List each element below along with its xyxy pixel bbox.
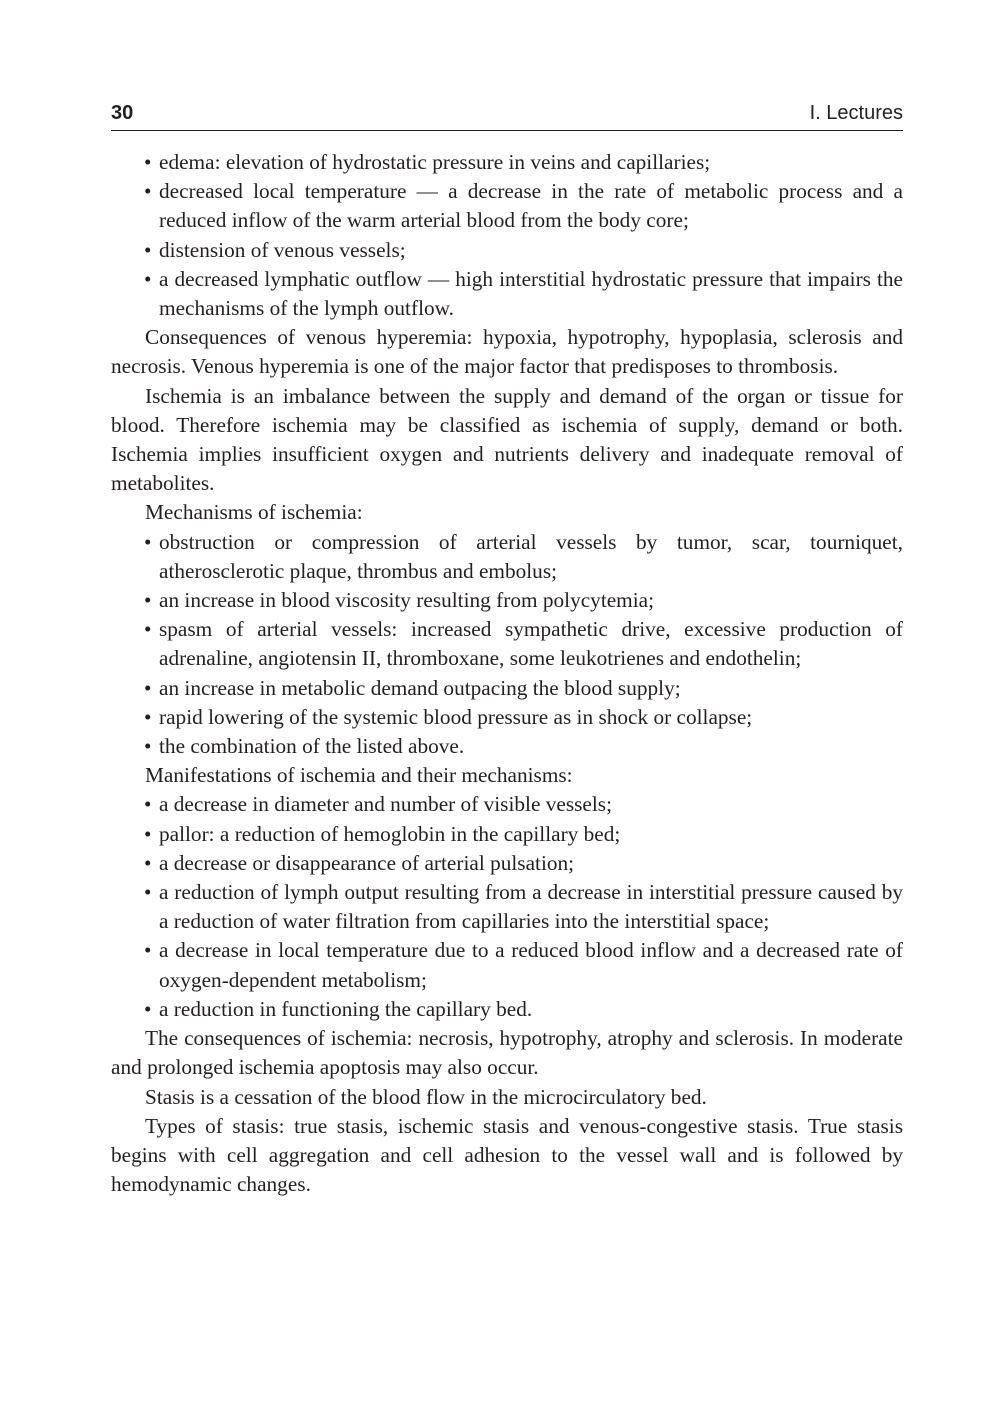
bullet-item: • a reduction of lymph output resulting from a decrease in interstitial pressure caused by a reduction of water filtration from capillaries into the interstitial space; [111, 878, 903, 936]
bullet-item: • obstruction or compression of arterial vessels by tumor, scar, tourniquet, atherosclerotic plaque, thrombus and embolus; [111, 528, 903, 586]
bullet-item: • an increase in metabolic demand outpacing the blood supply; [111, 674, 903, 703]
bullet-item: • a decrease or disappearance of arterial pulsation; [111, 849, 903, 878]
paragraph: Stasis is a cessation of the blood flow in the microcirculatory bed. [145, 1084, 707, 1109]
bullet-item: • pallor: a reduction of hemoglobin in the capillary bed; [111, 820, 903, 849]
bullet-item: • an increase in blood viscosity resulting from polycytemia; [111, 586, 903, 615]
bullet-item: • a reduction in functioning the capillary bed. [111, 995, 903, 1024]
page-body [111, 148, 903, 1199]
bullet-item: • a decrease in diameter and number of visible vessels; [111, 790, 903, 819]
running-title: I. Lectures [809, 102, 903, 124]
paragraph: Mechanisms of ischemia: [145, 500, 363, 525]
paragraph: The consequences of ischemia: necrosis, hypotrophy, atrophy and sclerosis. In moderate and prolonged ischemia apoptosis may also occur. [111, 1026, 903, 1080]
bullet-item: • the combination of the listed above. [111, 732, 903, 761]
bullet-item: • rapid lowering of the systemic blood pressure as in shock or collapse; [111, 703, 903, 732]
bullet-item: • spasm of arterial vessels: increased sympathetic drive, excessive production of adrenaline, angiotensin II, thromboxane, some leukotrienes and endothelin; [111, 615, 903, 673]
paragraph: Manifestations of ischemia and their mechanisms: [145, 763, 573, 788]
bullet-item: • edema: elevation of hydrostatic pressure in veins and capillaries; [111, 148, 903, 177]
paragraph: Consequences of venous hyperemia: hypoxia, hypotrophy, hypoplasia, sclerosis and necrosis. Venous hyperemia is one of the major factor that predisposes to thrombosis. [111, 325, 903, 379]
paragraph: Types of stasis: true stasis, ischemic stasis and venous-congestive stasis. True stasis begins with cell aggregation and cell adhesion to the vessel wall and is followed by hemodynamic changes. [111, 1113, 903, 1197]
bullet-item: • distension of venous vessels; [111, 236, 903, 265]
page-header [111, 100, 903, 131]
page-number: 30 [111, 102, 134, 124]
bullet-item: • decreased local temperature — a decrease in the rate of metabolic process and a reduced inflow of the warm arterial blood from the body core; [111, 177, 903, 235]
paragraph: Ischemia is an imbalance between the supply and demand of the organ or tissue for blood. Therefore ischemia may be classified as ischemia of supply, demand or both. Ischemia implies insufficient oxygen and nutrients delivery and inadequate removal of metabolites. [111, 383, 903, 496]
bullet-item: • a decrease in local temperature due to a reduced blood inflow and a decreased rate of oxygen-dependent metabolism; [111, 936, 903, 994]
bullet-item: • a decreased lymphatic outflow — high interstitial hydrostatic pressure that impairs the mechanisms of the lymph outflow. [111, 265, 903, 323]
